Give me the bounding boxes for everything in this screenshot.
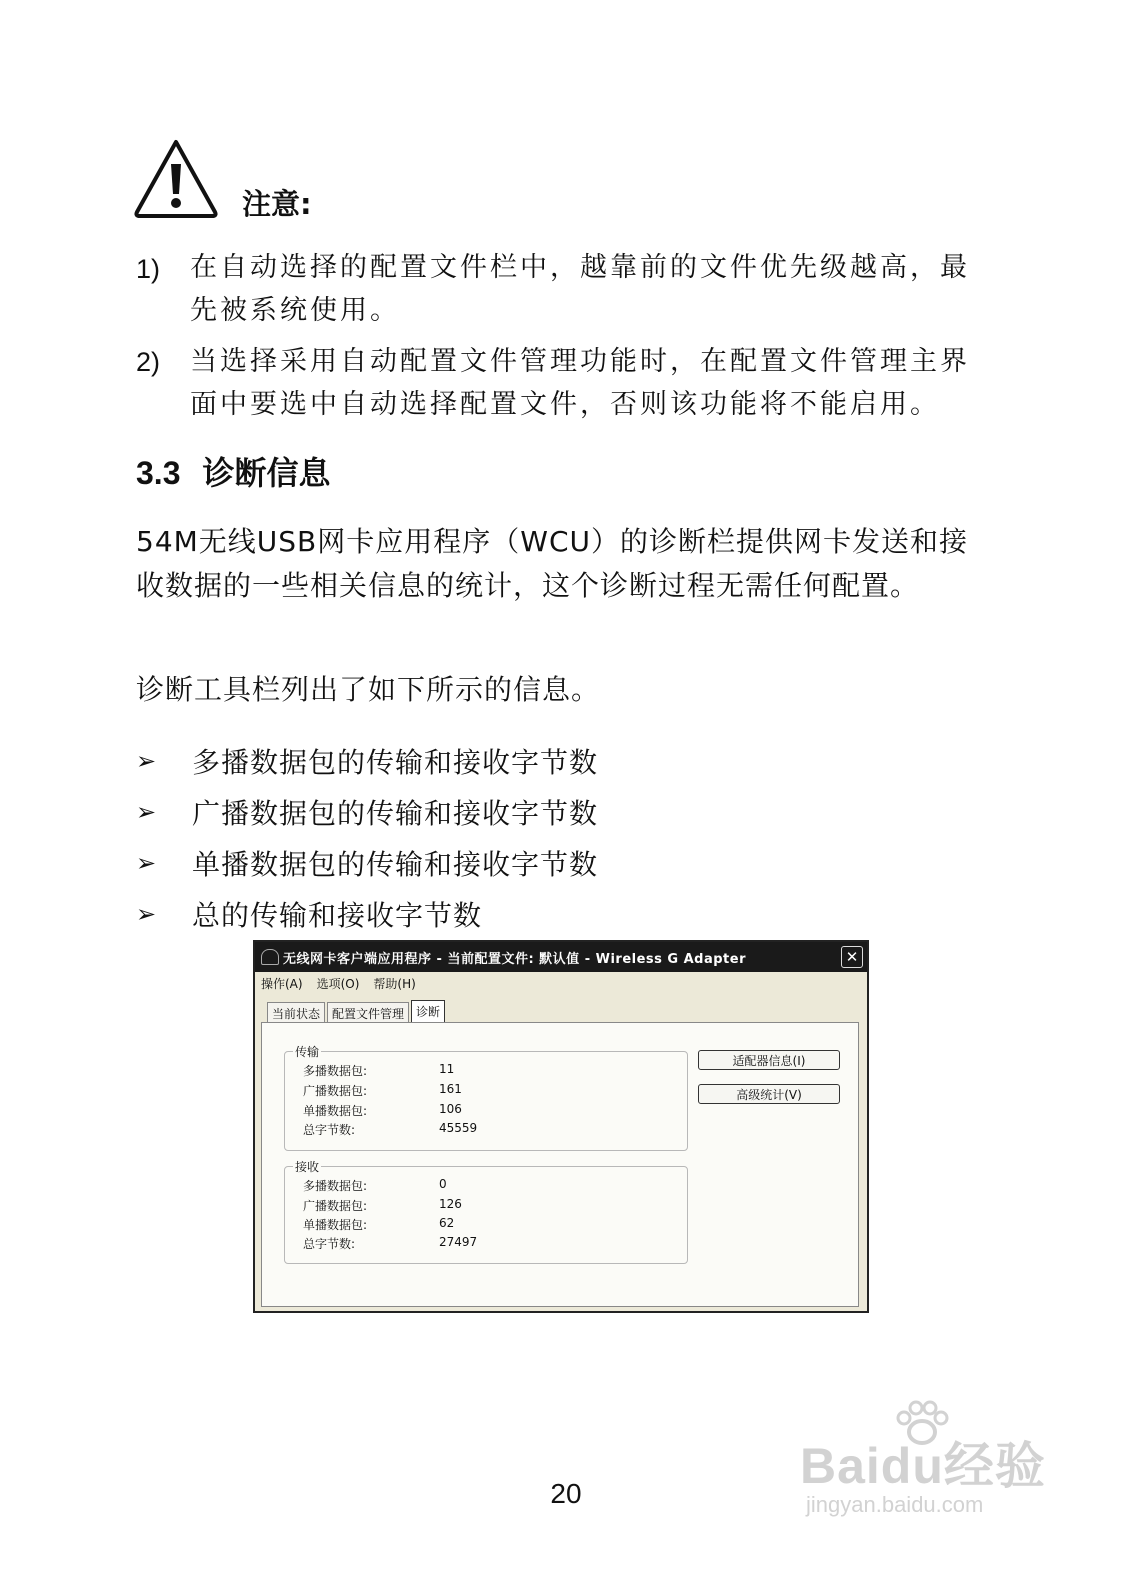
watermark-url: jingyan.baidu.com bbox=[806, 1492, 984, 1517]
transmit-legend: 传输 bbox=[295, 1045, 320, 1059]
list-intro-paragraph: 诊断工具栏列出了如下所示的信息。 bbox=[136, 673, 601, 706]
advanced-stats-button[interactable]: 高级统计(V) bbox=[698, 1084, 840, 1104]
stat-row: 单播数据包: 62 bbox=[303, 1216, 455, 1232]
note-item-number: 1) bbox=[136, 254, 161, 284]
arrow-bullet-icon: ➢ bbox=[136, 797, 158, 826]
intro-paragraph: 54M无线USB网卡应用程序（WCU）的诊断栏提供网卡发送和接收数据的一些相关信息的统计，这个诊断过程无需任何配置。 bbox=[136, 525, 968, 602]
arrow-bullet-icon: ➢ bbox=[136, 899, 158, 928]
receive-legend: 接收 bbox=[295, 1160, 320, 1174]
close-button[interactable] bbox=[841, 946, 863, 968]
section-title: 诊断信息 bbox=[202, 454, 331, 492]
stat-row: 多播数据包: 0 bbox=[303, 1177, 447, 1193]
wireless-app-icon bbox=[261, 949, 279, 965]
diagnostics-panel bbox=[261, 1022, 859, 1307]
info-list bbox=[136, 735, 598, 939]
menu-bar bbox=[261, 975, 416, 992]
watermark-brand: Baidu经验 bbox=[800, 1438, 1046, 1494]
stat-row: 总字节数: 45559 bbox=[303, 1121, 478, 1137]
note-item-number: 2) bbox=[136, 347, 161, 377]
list-item: ➢ 单播数据包的传输和接收字节数 bbox=[136, 847, 599, 881]
menu-options[interactable]: 选项(O) bbox=[316, 977, 360, 991]
list-item: ➢ 广播数据包的传输和接收字节数 bbox=[136, 796, 599, 830]
list-item: ➢ 多播数据包的传输和接收字节数 bbox=[136, 745, 599, 779]
stat-row: 广播数据包: 126 bbox=[303, 1197, 462, 1213]
app-window bbox=[253, 940, 869, 1313]
note-title: 注意: bbox=[242, 187, 312, 221]
adapter-info-button[interactable]: 适配器信息(I) bbox=[698, 1050, 840, 1070]
transmit-group bbox=[284, 1045, 688, 1151]
warning-icon bbox=[133, 138, 219, 218]
menu-help[interactable]: 帮助(H) bbox=[373, 977, 416, 991]
note-item-text: 当选择采用自动配置文件管理功能时，在配置文件管理主界面中要选中自动选择配置文件，否则该功能将不能启用。 bbox=[190, 346, 970, 420]
stat-row: 广播数据包: 161 bbox=[303, 1082, 462, 1098]
section-number: 3.3 bbox=[136, 455, 181, 491]
stat-row: 总字节数: 27497 bbox=[303, 1235, 478, 1251]
window-title: 无线网卡客户端应用程序 - 当前配置文件: 默认值 - Wireless G Adapter bbox=[283, 951, 747, 967]
watermark bbox=[800, 1400, 1050, 1530]
receive-group bbox=[284, 1160, 688, 1264]
arrow-bullet-icon: ➢ bbox=[136, 746, 158, 775]
note-item-text: 在自动选择的配置文件栏中，越靠前的文件优先级越高，最先被系统使用。 bbox=[190, 252, 970, 326]
close-icon: ✕ bbox=[845, 948, 859, 966]
section-heading bbox=[136, 448, 331, 494]
stat-row: 单播数据包: 106 bbox=[303, 1102, 462, 1118]
arrow-bullet-icon: ➢ bbox=[136, 848, 158, 877]
menu-actions[interactable]: 操作(A) bbox=[261, 977, 303, 991]
tab-current-status[interactable]: 当前状态 bbox=[267, 1002, 325, 1027]
title-bar[interactable] bbox=[255, 942, 867, 972]
page-number: 20 bbox=[550, 1478, 582, 1509]
tab-diagnostics[interactable]: 诊断 bbox=[411, 1000, 445, 1025]
list-item: ➢ 总的传输和接收字节数 bbox=[136, 898, 483, 932]
tab-profile-management[interactable]: 配置文件管理 bbox=[327, 1002, 409, 1027]
stat-row: 多播数据包: 11 bbox=[303, 1062, 455, 1078]
